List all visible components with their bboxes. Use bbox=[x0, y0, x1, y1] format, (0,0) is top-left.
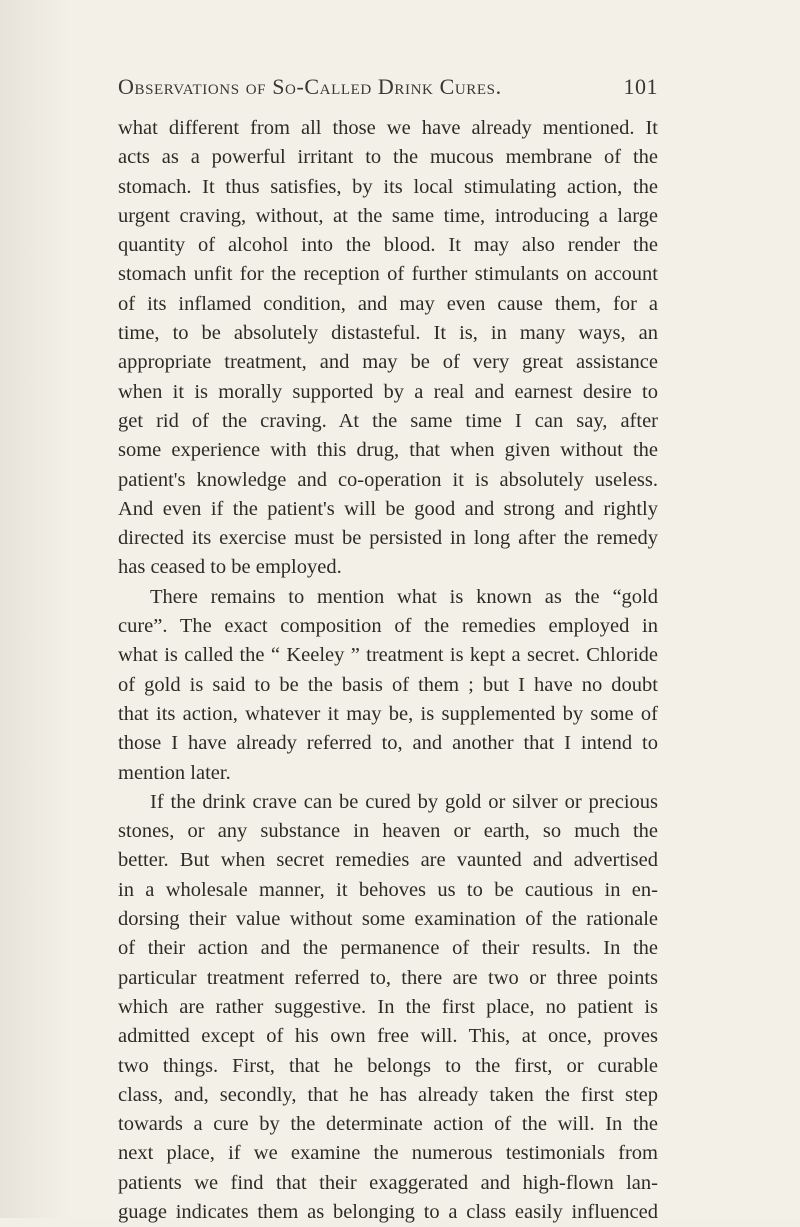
text-line: patients we find that their exaggerated and high-flown lan- bbox=[118, 1171, 658, 1194]
text-line: what different from all those we have already mentioned. It bbox=[118, 117, 658, 139]
text-line: in a wholesale manner, it behoves us to be cautious in en- bbox=[118, 878, 658, 901]
text-line: guage indicates them as belonging to a class easily influenced bbox=[118, 1200, 658, 1223]
text-line: And even if the patient's will be good and strong and rightly bbox=[118, 497, 658, 520]
text-line: of gold is said to be the basis of them ; but I have no doubt bbox=[118, 673, 658, 696]
text-line: some experience with this drug, that when given without the bbox=[118, 439, 658, 462]
text-line: stomach unfit for the reception of further stimulants on account bbox=[118, 263, 658, 286]
text-line: of its inflamed condition, and may even cause them, for a bbox=[118, 292, 658, 315]
text-line: get rid of the craving. At the same time I can say, after bbox=[118, 409, 658, 432]
text-line: patient's knowledge and co-operation it is absolutely useless. bbox=[118, 468, 658, 491]
text-line: stones, or any substance in heaven or earth, so much the bbox=[118, 820, 658, 843]
paragraph-1 bbox=[118, 114, 658, 583]
paragraph-3 bbox=[118, 788, 658, 1227]
text-line: particular treatment referred to, there are two or three points bbox=[118, 966, 658, 989]
text-line: that its action, whatever it may be, is supplemented by some of bbox=[118, 702, 658, 725]
text-line: admitted except of his own free will. This, at once, proves bbox=[118, 1025, 658, 1048]
page-header bbox=[118, 74, 658, 104]
page-number: 101 bbox=[623, 74, 658, 99]
text-line: There remains to mention what is known as the “gold bbox=[150, 585, 658, 608]
text-line: has ceased to be employed. bbox=[118, 556, 342, 579]
text-line: urgent craving, without, at the same time, introducing a large bbox=[118, 204, 658, 227]
text-line: towards a cure by the determinate action of the will. In the bbox=[118, 1113, 658, 1136]
text-line: mention later. bbox=[118, 761, 231, 784]
text-line: acts as a powerful irritant to the mucous membrane of the bbox=[118, 146, 658, 169]
paragraph-2 bbox=[118, 583, 658, 788]
text-line: dorsing their value without some examination of the rationale bbox=[118, 908, 658, 931]
text-line: class, and, secondly, that he has already taken the first step bbox=[118, 1083, 658, 1106]
text-line: cure”. The exact composition of the remedies employed in bbox=[118, 615, 658, 638]
running-title: Observations of So-Called Drink Cures. bbox=[118, 74, 502, 99]
text-line: directed its exercise must be persisted in long after the remedy bbox=[118, 527, 658, 550]
text-line: stomach. It thus satisfies, by its local stimulating action, the bbox=[118, 175, 658, 198]
text-line: when it is morally supported by a real and earnest desire to bbox=[118, 380, 658, 403]
text-line: next place, if we examine the numerous testimonials from bbox=[118, 1142, 658, 1165]
text-line: better. But when secret remedies are vaunted and advertised bbox=[118, 849, 658, 872]
text-line: which are rather suggestive. In the first place, no patient is bbox=[118, 995, 658, 1018]
body-text bbox=[118, 114, 658, 1227]
text-line: If the drink crave can be cured by gold or silver or precious bbox=[150, 790, 658, 813]
text-line: appropriate treatment, and may be of very great assistance bbox=[118, 351, 658, 374]
text-line: those I have already referred to, and another that I intend to bbox=[118, 732, 658, 755]
text-line: time, to be absolutely distasteful. It is, in many ways, an bbox=[118, 322, 658, 345]
text-line: of their action and the permanence of their results. In the bbox=[118, 937, 658, 960]
text-line: two things. First, that he belongs to the first, or curable bbox=[118, 1054, 658, 1077]
text-line: quantity of alcohol into the blood. It may also render the bbox=[118, 234, 658, 257]
text-line: what is called the “ Keeley ” treatment is kept a secret. Chloride bbox=[118, 644, 658, 667]
